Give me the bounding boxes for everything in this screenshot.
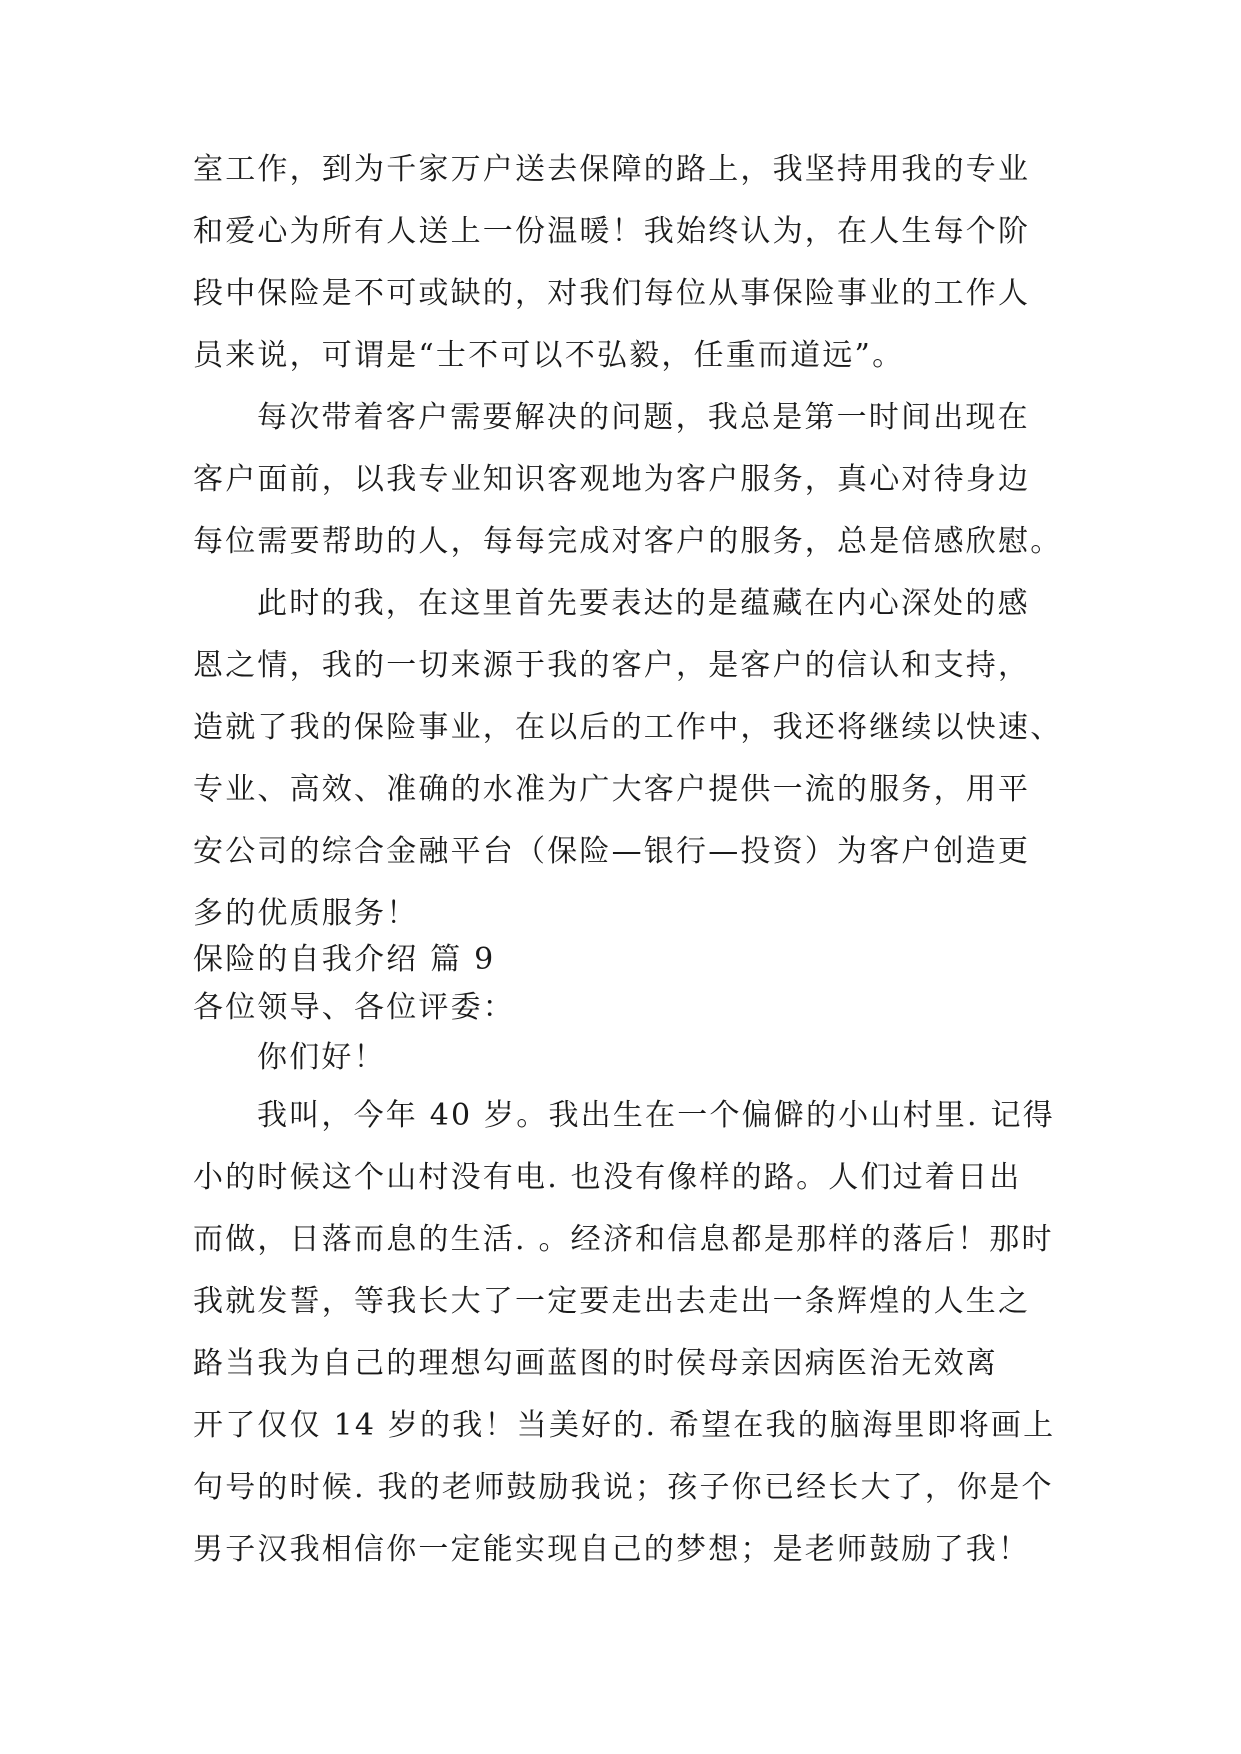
text-line: 客户面前，以我专业知识客观地为客户服务，真心对待身边: [193, 462, 1031, 497]
text-line: 造就了我的保险事业，在以后的工作中，我还将继续以快速、: [193, 710, 1063, 745]
text-line: 多的优质服务！: [193, 896, 419, 931]
text-line: 小的时候这个山村没有电. 也没有像样的路。人们过着日出: [193, 1160, 1022, 1195]
greeting: 你们好！: [257, 1040, 386, 1075]
section-heading: 保险的自我介绍 篇 9: [193, 942, 496, 977]
text-line: 安公司的综合金融平台（保险—银行—投资）为客户创造更: [193, 834, 1031, 869]
text-line: 室工作，到为千家万户送去保障的路上，我坚持用我的专业: [193, 152, 1031, 187]
text-line: 专业、高效、准确的水准为广大客户提供一流的服务，用平: [193, 772, 1031, 807]
text-line: 每位需要帮助的人，每每完成对客户的服务，总是倍感欣慰。: [193, 524, 1063, 559]
text-line: 恩之情，我的一切来源于我的客户，是客户的信认和支持，: [193, 648, 1031, 683]
text-line: 我就发誓，等我长大了一定要走出去走出一条辉煌的人生之: [193, 1284, 1031, 1319]
text-line: 而做，日落而息的生活. 。经济和信息都是那样的落后！那时: [193, 1222, 1054, 1257]
paragraph-first-line: 每次带着客户需要解决的问题，我总是第一时间出现在: [257, 400, 1030, 435]
text-line: 句号的时候. 我的老师鼓励我说；孩子你已经长大了，你是个: [193, 1470, 1054, 1505]
paragraph-first-line: 我叫，今年 40 岁。我出生在一个偏僻的小山村里. 记得: [257, 1098, 1055, 1133]
paragraph-first-line: 此时的我，在这里首先要表达的是蕴藏在内心深处的感: [257, 586, 1030, 621]
salutation: 各位领导、各位评委：: [193, 990, 515, 1025]
text-line: 段中保险是不可或缺的，对我们每位从事保险事业的工作人: [193, 276, 1031, 311]
text-line: 开了仅仅 14 岁的我！当美好的. 希望在我的脑海里即将画上: [193, 1408, 1056, 1443]
text-line: 男子汉我相信你一定能实现自己的梦想；是老师鼓励了我！: [193, 1532, 1031, 1567]
text-line: 员来说，可谓是“士不可以不弘毅，任重而道远”。: [193, 338, 905, 373]
text-line: 路当我为自己的理想勾画蓝图的时侯母亲因病医治无效离: [193, 1346, 998, 1381]
text-line: 和爱心为所有人送上一份温暖！我始终认为，在人生每个阶: [193, 214, 1031, 249]
